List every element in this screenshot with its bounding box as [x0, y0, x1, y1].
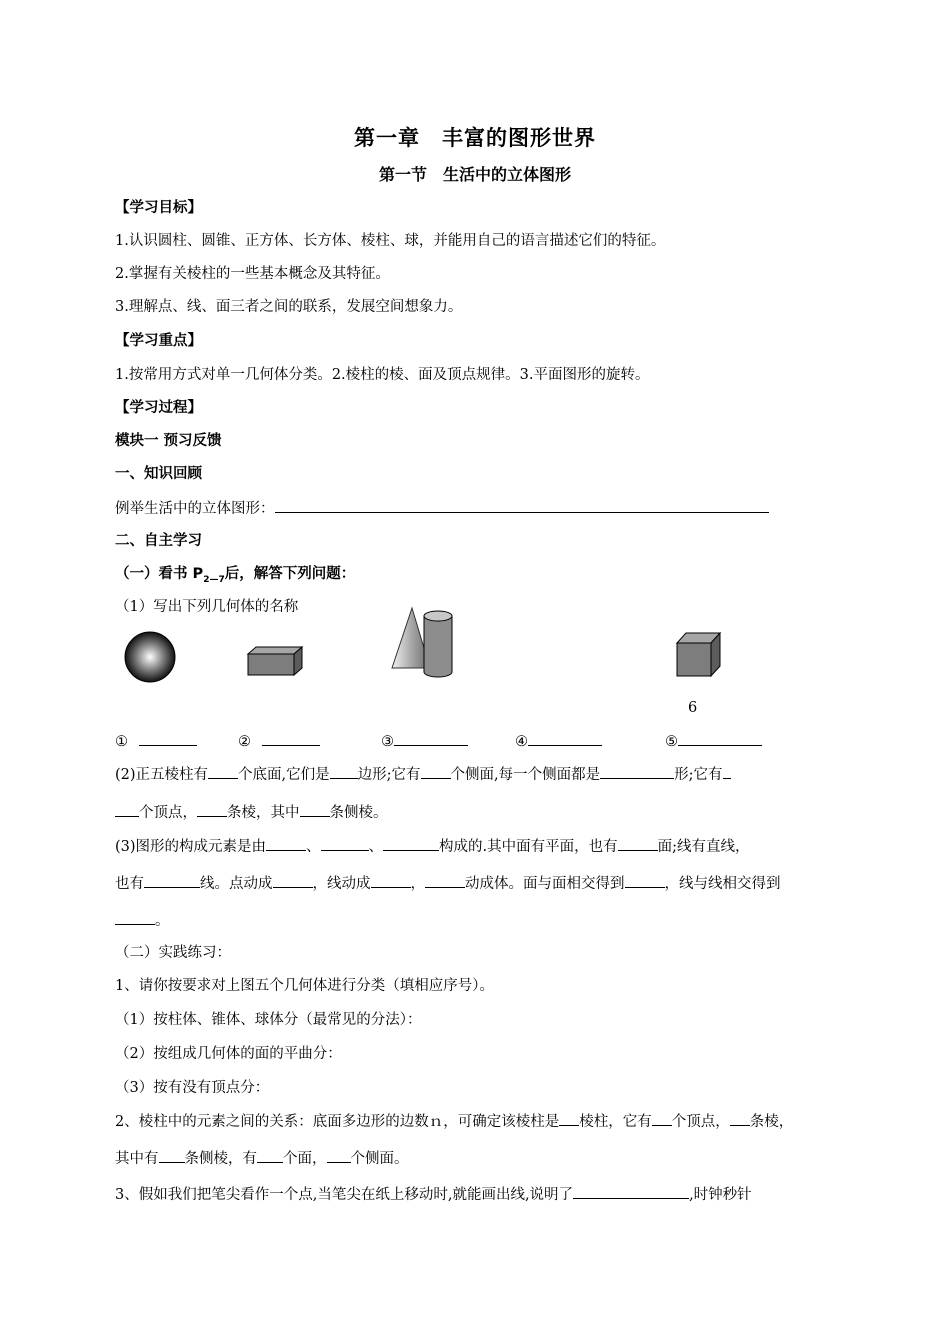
answer-blank[interactable] [559, 1111, 579, 1126]
answer-blank[interactable] [723, 764, 731, 779]
answer-blank-2[interactable] [262, 731, 320, 746]
text: 条棱，其中 [227, 805, 300, 821]
cone-and-cylinder-figure [388, 604, 468, 684]
answer-mark-3: ③ [381, 734, 394, 750]
goal-item: 3.理解点、线、面三者之间的联系，发展空间想象力。 [115, 299, 463, 315]
chapter-title: 第一章 丰富的图形世界 [354, 126, 596, 150]
answer-blank-3[interactable] [394, 731, 468, 746]
text: 2、棱柱中的元素之间的关系：底面多边形的边数ｎ，可确定该棱柱是 [115, 1114, 560, 1130]
goals-heading: 【学习目标】 [115, 200, 202, 216]
answer-blank[interactable] [425, 873, 465, 888]
question-2-line-2 [115, 802, 388, 823]
exercise-2-line-2 [115, 1148, 409, 1169]
exercise-1: 1、请你按要求对上图五个几何体进行分类（填相应序号）。 [115, 978, 494, 994]
text: 条棱， [749, 1114, 794, 1130]
exercise-3 [115, 1184, 752, 1205]
answer-blank[interactable] [266, 836, 306, 851]
text: ， [410, 876, 425, 892]
self-study-heading: 二、自主学习 [115, 533, 202, 549]
cube-figure [674, 630, 724, 680]
text: ，线动成 [312, 876, 371, 892]
answer-blank[interactable] [730, 1111, 750, 1126]
answer-blank[interactable] [383, 836, 439, 851]
goal-item: 1.认识圆柱、圆锥、正方体、长方体、棱柱、球，并能用自己的语言描述它们的特征。 [115, 233, 666, 249]
answer-blank[interactable] [371, 873, 411, 888]
answer-blank[interactable] [275, 498, 769, 513]
text: 棱柱，它有 [579, 1114, 652, 1130]
exercise-1c: （3）按有没有顶点分： [115, 1080, 270, 1096]
text: 条侧棱，有 [184, 1151, 257, 1167]
text: 形;它有 [674, 767, 723, 783]
answer-row [115, 731, 197, 752]
answer-blank[interactable] [159, 1148, 185, 1163]
sphere-figure [124, 630, 178, 684]
section-title: 第一节 生活中的立体图形 [378, 165, 571, 184]
text: 也有 [115, 876, 144, 892]
review-line [115, 498, 769, 519]
answer-row [515, 731, 602, 752]
review-heading: 一、知识回顾 [115, 466, 202, 482]
text: (2)正五棱柱有 [115, 767, 209, 783]
answer-blank-1[interactable] [139, 731, 197, 746]
part1-heading-end: 后，解答下列问题： [224, 566, 356, 582]
text: (3)图形的构成元素是由 [115, 839, 267, 855]
text: 构成的.其中面有平面，也有 [439, 839, 618, 855]
text: 、 [306, 839, 321, 855]
text: 动成体。面与面相交得到 [465, 876, 625, 892]
answer-row [238, 731, 320, 752]
answer-blank[interactable] [421, 764, 451, 779]
answer-mark-5: ⑤ [665, 734, 678, 750]
goal-item: 2.掌握有关棱柱的一些基本概念及其特征。 [115, 266, 390, 282]
text: 3、假如我们把笔尖看作一个点,当笔尖在纸上移动时,就能画出线,说明了 [115, 1187, 574, 1203]
answer-blank[interactable] [573, 1184, 689, 1199]
answer-blank[interactable] [257, 1148, 283, 1163]
part1-heading [115, 564, 355, 590]
text: 个侧面,每一个侧面都是 [450, 767, 601, 783]
text: 个底面,它们是 [238, 767, 330, 783]
answer-blank[interactable] [330, 764, 358, 779]
answer-row [665, 731, 762, 752]
answer-blank[interactable] [327, 1148, 351, 1163]
answer-blank[interactable] [600, 764, 674, 779]
text: 线。点动成 [200, 876, 273, 892]
exercise-1b: （2）按组成几何体的面的平曲分： [115, 1046, 342, 1062]
cube-label: 6 [688, 700, 698, 716]
answer-blank[interactable] [144, 873, 200, 888]
question-2-line-1 [115, 764, 731, 785]
text: 面;线有直线， [657, 839, 750, 855]
text: 个顶点， [139, 805, 197, 821]
answer-blank[interactable] [618, 836, 658, 851]
cuboid-figure [244, 645, 308, 677]
text: 、 [368, 839, 384, 855]
review-prompt: 例举生活中的立体图形： [115, 501, 275, 517]
answer-blank[interactable] [321, 836, 369, 851]
answer-mark-2: ② [238, 734, 251, 750]
text: 其中有 [115, 1151, 159, 1167]
question-3-line-2 [115, 873, 781, 894]
page-range: 2—7 [203, 574, 225, 585]
answer-blank[interactable] [652, 1111, 672, 1126]
answer-mark-1: ① [115, 734, 128, 750]
exercise-1a: （1）按柱体、锥体、球体分（最常见的分法）： [115, 1012, 422, 1028]
question-1: （1）写出下列几何体的名称 [115, 599, 299, 615]
question-3-line-1 [115, 836, 750, 857]
text: 个侧面。 [350, 1151, 409, 1167]
answer-blank[interactable] [208, 764, 238, 779]
focus-heading: 【学习重点】 [115, 333, 202, 349]
answer-blank[interactable] [115, 802, 139, 817]
module-heading: 模块一 预习反馈 [115, 433, 222, 449]
answer-blank[interactable] [115, 910, 155, 925]
process-heading: 【学习过程】 [115, 400, 202, 416]
answer-row [381, 731, 468, 752]
answer-blank-5[interactable] [678, 731, 762, 746]
part1-heading-start: （一）看书 P [115, 566, 204, 582]
part2-heading: （二）实践练习： [115, 945, 231, 961]
text: 个顶点， [671, 1114, 730, 1130]
focus-text: 1.按常用方式对单一几何体分类。2.棱柱的棱、面及顶点规律。3.平面图形的旋转。 [115, 367, 650, 383]
text: 边形;它有 [357, 767, 421, 783]
answer-blank[interactable] [273, 873, 313, 888]
answer-blank[interactable] [625, 873, 665, 888]
answer-mark-4: ④ [515, 734, 528, 750]
question-3-line-3 [115, 910, 170, 931]
text: 个面， [283, 1151, 327, 1167]
text: 。 [155, 913, 170, 929]
text: ，线与线相交得到 [664, 876, 781, 892]
exercise-2-line-1 [115, 1111, 793, 1132]
answer-blank[interactable] [300, 802, 330, 817]
answer-blank-4[interactable] [528, 731, 602, 746]
text: 条侧棱。 [329, 805, 388, 821]
answer-blank[interactable] [197, 802, 227, 817]
text: ,时钟秒针 [689, 1187, 752, 1203]
